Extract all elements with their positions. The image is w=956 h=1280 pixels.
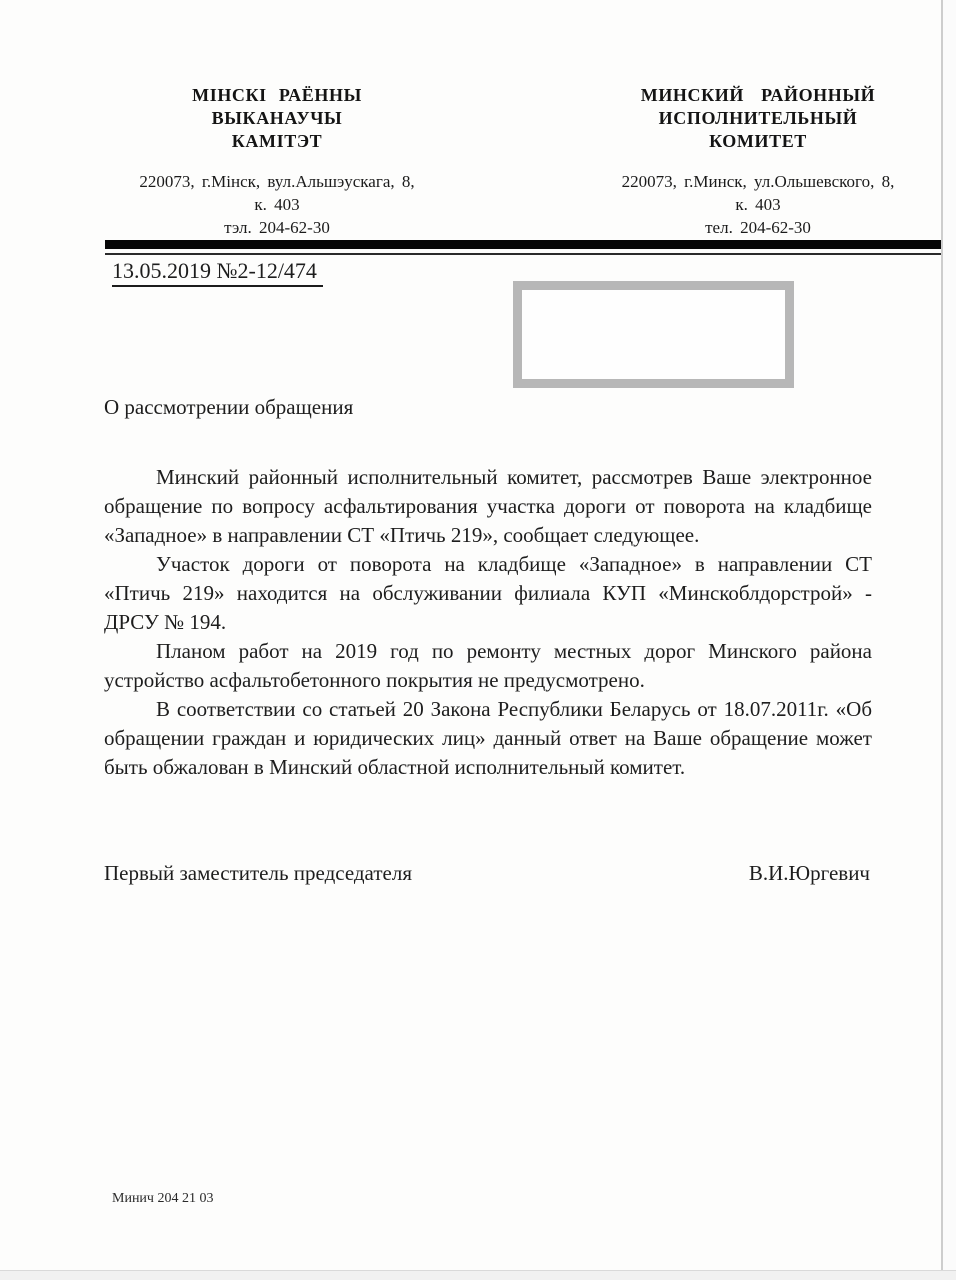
reference-number: 13.05.2019 №2-12/474 [112,258,323,287]
letterhead-left-title-line: КАМІТЭТ [231,131,323,151]
letterhead-left-title-line: ВЫКАНАУЧЫ [211,108,343,128]
letterhead-right-title-line: МИНСКИЙ РАЙОННЫЙ [640,85,876,105]
page-edge-line [941,0,943,1271]
letterhead-right-address [599,170,917,239]
body-paragraph: Планом работ на 2019 год по ремонту местных дорог Минского района устройство асфальтобетонного покрытия не предусмотрено. [104,639,872,692]
bottom-scroll-strip[interactable] [0,1271,956,1280]
signature-row [104,860,870,886]
letterhead-right [599,84,917,239]
letterhead-separator-thin [105,253,941,255]
body-paragraph: Минский районный исполнительный комитет, рассмотрев Ваше электронное обращение по вопросу асфальтирования участка дороги от поворота на кладбище «Западное» в направлении СТ «Птичь 219», сообщает следующее. [104,465,872,547]
phone-line: тел. 204-62-30 [705,218,811,237]
address-line: 220073, г.Минск, ул.Ольшевского, 8, [621,172,895,191]
phone-line: тэл. 204-62-30 [224,218,330,237]
page-right-gutter [943,0,956,1271]
letterhead-right-title-line: ИСПОЛНИТЕЛЬНЫЙ [658,108,858,128]
executor-note: Минич 204 21 03 [112,1191,214,1206]
address-line: к. 403 [254,195,300,214]
letterhead-left [118,84,436,239]
letterhead-separator-thick [105,240,941,249]
letterhead-left-title-line: МІНСКІ РАЁННЫ [192,85,362,105]
redaction-box [513,281,794,388]
subject-line: О рассмотрении обращения [104,395,354,419]
letterhead-right-title [599,84,917,153]
letterhead-left-address [118,170,436,239]
letter-body [104,463,872,782]
letterhead-left-title [118,84,436,153]
body-paragraph: В соответствии со статьей 20 Закона Республики Беларусь от 18.07.2011г. «Об обращении граждан и юридических лиц» данный ответ на Ваше обращение может быть обжалован в Минский областной исполнительный комитет. [104,697,872,779]
body-paragraph: Участок дороги от поворота на кладбище «Западное» в направлении СТ «Птичь 219» находится на обслуживании филиала КУП «Минскоблдорстрой» - ДРСУ № 194. [104,552,872,634]
signature-name: В.И.Юргевич [748,861,870,885]
address-line: 220073, г.Мінск, вул.Альшэускага, 8, [139,172,415,191]
letterhead-right-title-line: КОМИТЕТ [709,131,807,151]
signature-title: Первый заместитель председателя [104,861,412,885]
address-line: к. 403 [735,195,781,214]
